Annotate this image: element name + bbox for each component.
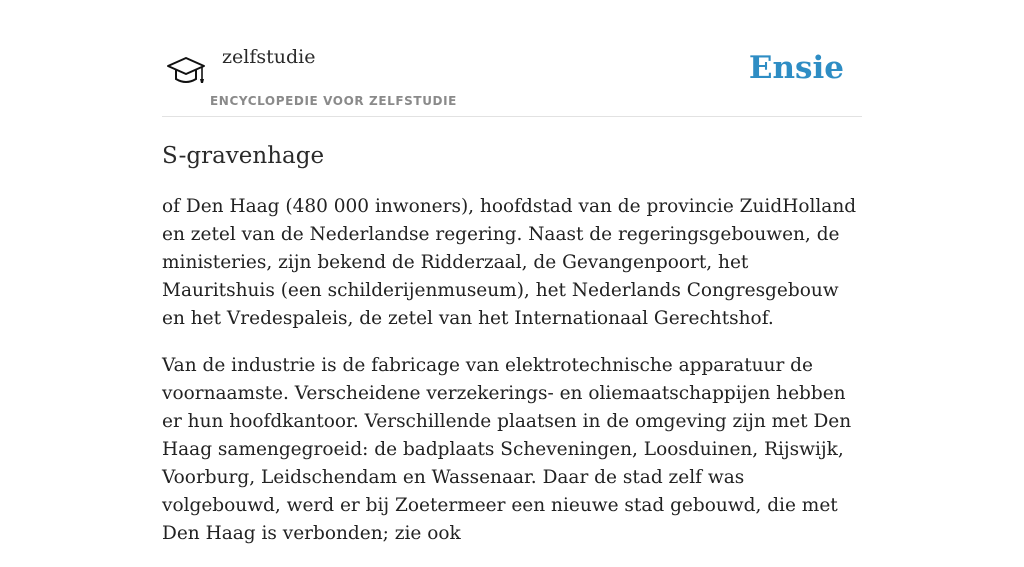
page-title: S-gravenhage <box>162 143 325 169</box>
main-container <box>162 0 862 567</box>
site-tagline: ENCYCLOPEDIE VOOR ZELFSTUDIE <box>210 94 457 108</box>
article-paragraph: of Den Haag (480 000 inwoners), hoofdstad van de provincie ZuidHolland en zetel van de Nederlandse regering. Naast de regeringsgebouwen, de ministeries, zijn bekend de Ridderzaal, de Gevangenpoort, het Mauritshuis (een schilderijenmuseum), het Nederlands Congresgebouw en het Vredespaleis, de zetel van het Internationaal Gerechtshof. <box>162 196 857 329</box>
article-paragraph: Van de industrie is de fabricage van elektrotechnische apparatuur de voornaamste. Verscheidene verzekerings- en oliemaatschappijen hebben er hun hoofdkantoor. Verschillende plaatsen in de omgeving zijn met Den Haag samengegroeid: de badplaats Scheveningen, Loosduinen, Rijswijk, Voorburg, Leidschendam en Wassenaar. Daar de stad zelf was volgebouwd, werd er bij Zoetermeer een nieuwe stad gebouwd, die met Den Haag is verbonden; zie ook <box>162 355 852 544</box>
graduation-cap-icon[interactable] <box>164 52 208 90</box>
article-content <box>162 193 862 548</box>
site-name-link[interactable]: zelfstudie <box>222 46 316 68</box>
brand-logo-link[interactable]: Ensie <box>748 50 844 86</box>
graduation-cap-icon-svg <box>164 52 208 90</box>
site-header <box>162 0 862 117</box>
